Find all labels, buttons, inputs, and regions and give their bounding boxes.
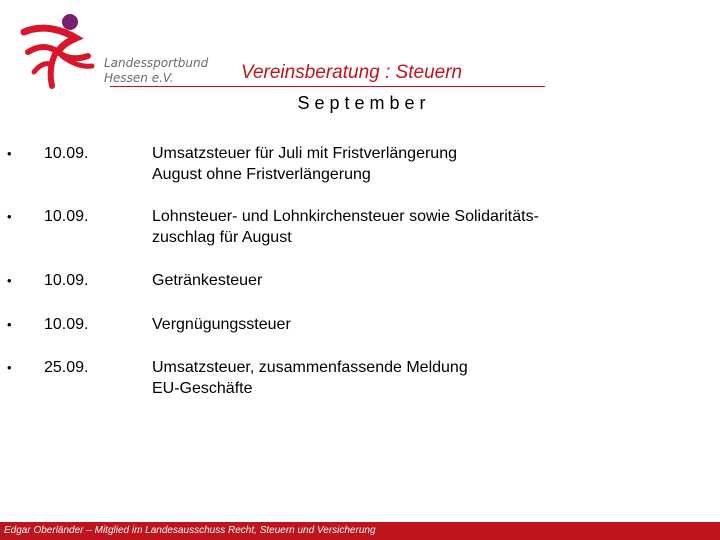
item-date: 10.09. xyxy=(44,272,89,289)
logo xyxy=(18,12,218,92)
item-text xyxy=(152,314,672,335)
title-divider xyxy=(110,86,545,87)
footer-bar xyxy=(0,522,720,540)
item-date: 10.09. xyxy=(44,316,89,333)
item-text xyxy=(152,270,672,291)
item-text-line: August ohne Fristverlängerung xyxy=(152,166,371,183)
item-text-line: zuschlag für August xyxy=(152,229,292,246)
logo-line-2: Hessen e.V. xyxy=(104,71,174,85)
item-text-line: Umsatzsteuer, zusammenfassende Meldung xyxy=(152,359,468,376)
item-text xyxy=(152,206,672,248)
bullet: • xyxy=(7,146,12,161)
bullet: • xyxy=(7,360,12,375)
page-subtitle: September xyxy=(297,93,431,113)
bullet: • xyxy=(7,209,12,224)
item-text-line: EU-Geschäfte xyxy=(152,380,253,397)
athlete-logo-icon xyxy=(18,12,108,90)
item-text-line: Umsatzsteuer für Juli mit Fristverlängerung xyxy=(152,145,457,162)
item-text-line: Vergnügungssteuer xyxy=(152,316,291,333)
item-date: 10.09. xyxy=(44,208,89,225)
bullet: • xyxy=(7,273,12,288)
footer-text: Edgar Oberländer – Mitglied im Landesausschuss Recht, Steuern und Versicherung xyxy=(4,525,376,536)
bullet: • xyxy=(7,317,12,332)
item-date: 25.09. xyxy=(44,359,89,376)
logo-line-1: Landessportbund xyxy=(104,56,209,70)
item-text xyxy=(152,357,672,399)
item-text-line: Lohnsteuer- und Lohnkirchensteuer sowie Solidaritäts- xyxy=(152,208,539,225)
item-date: 10.09. xyxy=(44,145,89,162)
page-title: Vereinsberatung : Steuern xyxy=(241,62,463,83)
item-text xyxy=(152,143,672,185)
item-text-line: Getränkesteuer xyxy=(152,272,263,289)
logo-wordmark xyxy=(104,56,208,86)
